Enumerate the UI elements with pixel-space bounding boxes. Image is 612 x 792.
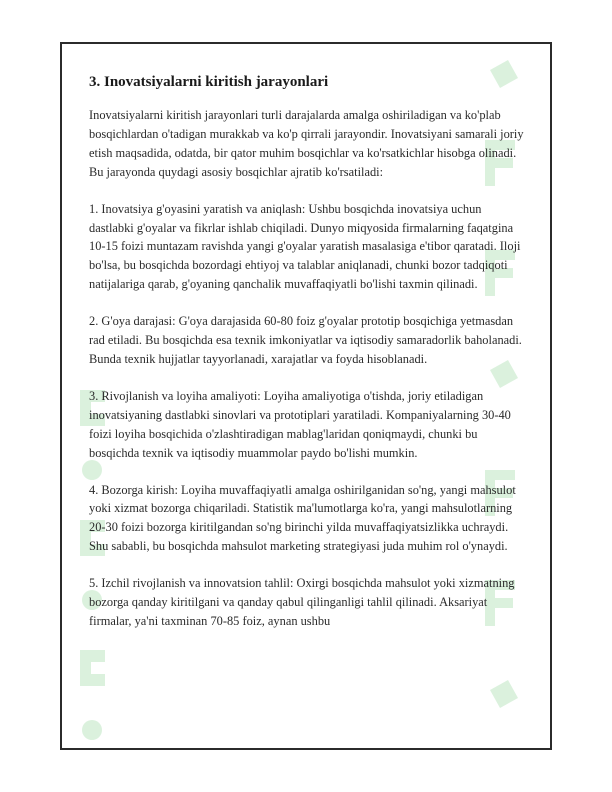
stage-3-paragraph: 3. Rivojlanish va loyiha amaliyoti: Loyiha amaliyotiga o'tishda, joriy etiladigan inovatsiyaning dastlabki sinovlari va prototiplari yaratiladi. Kompaniyalarning 30-40 foizi loyiha bosqichida o'zlashtiradigan mablag'laridan qoniqmaydi, chunki bu bosqichda texnik va iqtisodiy muammolar paydo bo'lishi mumkin. xyxy=(89,388,511,460)
intro-paragraph: Inovatsiyalarni kiritish jarayonlari turli darajalarda amalga oshiriladigan va ko'plab bosqichlardan o'tadigan murakkab va ko'p qirrali jarayondir. Inovatsiyani samarali joriy etish maqsadida, odatda, bir qator muhim bosqichlar va ko'rsatkichlar hisobga olinadi. Bu jarayonda quydagi asosiy bosqichlar ajratib ko'rsatiladi: xyxy=(89,108,524,179)
stage-2-paragraph: 2. G'oya darajasi: G'oya darajasida 60-80 foiz g'oyalar prototip bosqichiga yetmasdan rad etiladi. Bu bosqichda esa texnik imkoniyatlar va iqtisodiy samaradorlik baholanadi. Bunda texnik hujjatlar tayyorlanadi, xarajatlar va foyda hisoblanadi. xyxy=(89,314,522,366)
document-body xyxy=(89,72,529,649)
stage-4-paragraph: 4. Bozorga kirish: Loyiha muvaffaqiyatli amalga oshirilganidan so'ng, yangi mahsulot yoki xizmat bozorga chiqariladi. Statistik ma'lumotlarga ko'ra, yangi mahsulotlarning 20-30 foizi bozorga kiritilgandan so'ng birinchi yilda muvaffaqiyatsizlikka uchraydi. Shu sababli, bu bosqichda mahsulot marketing strategiyasi juda muhim rol o'ynaydi. xyxy=(89,482,516,554)
stage-5-paragraph: 5. Izchil rivojlanish va innovatsion tahlil: Oxirgi bosqichda mahsulot yoki xizmatning bozorga qanday kiritilgani va qanday qabul qilinganligi tahlil qilinadi. Aksariyat firmalar, ya'ni taxminan 70-85 foiz, aynan ushbu xyxy=(89,576,515,628)
section-heading: 3. Inovatsiyalarni kiritish jarayonlari xyxy=(89,74,329,90)
stage-1-paragraph: 1. Inovatsiya g'oyasini yaratish va aniqlash: Ushbu bosqichda inovatsiya uchun dastlabki g'oyalar va fikrlar ishlab chiqiladi. Dunyo miqyosida firmalarning faqatgina 10-15 foizi muntazam ravishda yangi g'oyalar yaratish masalasiga e'tibor qaratadi. Iloji bo'lsa, bu bosqichda bozordagi ehtiyoj va talablar aniqlanadi, chunki bozor tadqiqoti natijalariga qarab, g'oyaning qanchalik muvaffaqiyatli bo'lishi taxmin qilinadi. xyxy=(89,201,521,292)
